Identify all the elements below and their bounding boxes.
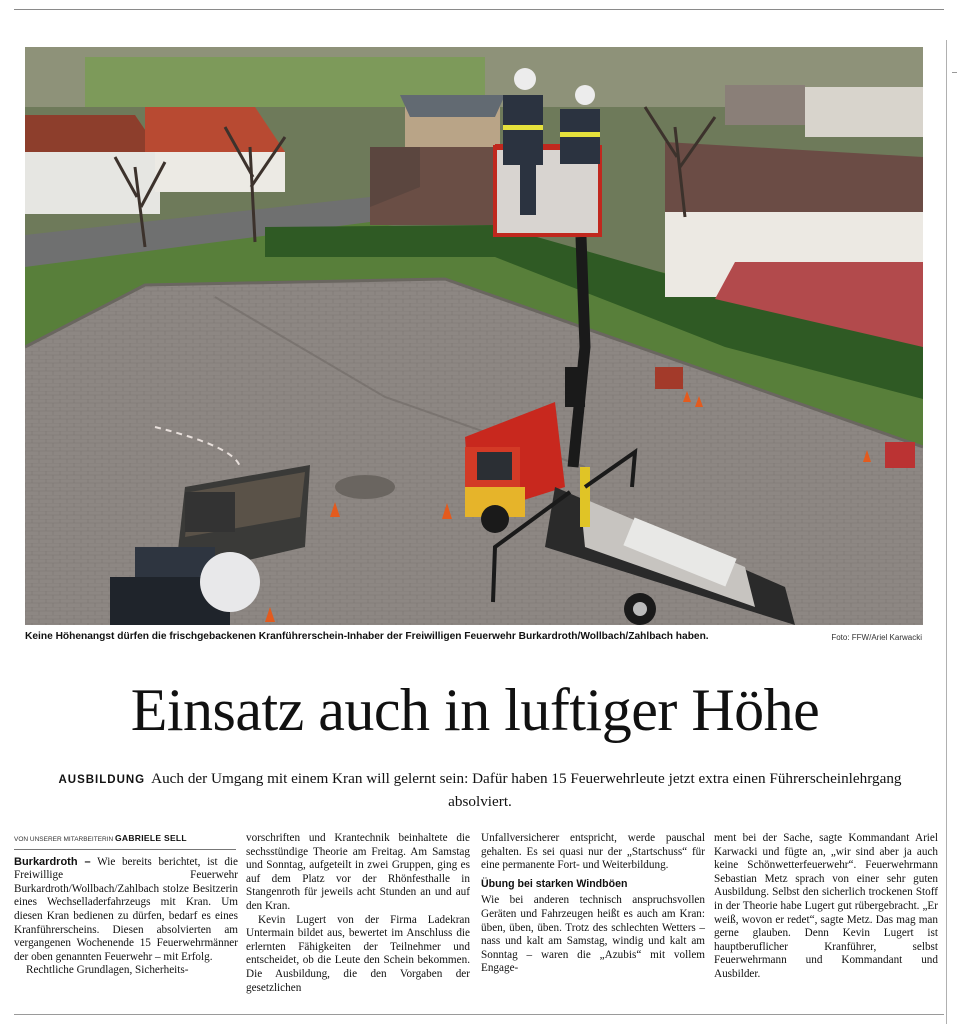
photo-credit: Foto: FFW/Ariel Karwacki <box>831 633 922 642</box>
teaser-text: Auch der Umgang mit einem Kran will gelernt sein: Dafür haben 15 Feuerwehrleute jetzt extra einen Führerscheinlehrgang absolviert. <box>151 770 902 810</box>
paragraph: Unfallversicherer entspricht, werde pauschal gehalten. Es sei quasi nur der „Startschuss“ für eine permanente Fort- und Weiterbildung. <box>481 832 705 872</box>
right-margin-tick <box>952 72 957 73</box>
article-column-3 <box>481 832 705 976</box>
top-rule <box>14 9 944 10</box>
article-photo <box>25 47 923 625</box>
paragraph <box>14 856 238 965</box>
photo-illustration <box>25 47 923 625</box>
article-column-1 <box>14 832 238 978</box>
dateline: Burkardroth – <box>14 855 91 868</box>
paragraph-text: Wie bereits berichtet, ist die Freiwillige Feuerwehr Burkardroth/Wollbach/Zahlbach stolze Besitzerin eines Wechselladerfahrzeugs mit Kran. Um diesen Kran bedienen zu dürfen, bedarf es eines Kranführerscheins. Diesen absolvierten am vergangenen Wochenende 15 Feuerwehrmänner der oben genannten Feuerwehr – mit Erfolg. <box>14 855 238 963</box>
article-column-2 <box>246 832 470 995</box>
paragraph: ment bei der Sache, sagte Kommandant Ariel Karwacki und fügte an, „wir sind aber ja auch keine Schönwetterfeuerwehr“. Feuerwehrmann Sebastian Metz sprach von einer sehr guten Ausbildung. Selbst den sicherlich trockenen Stoff in der Theorie habe Lugert gut rübergebracht. „Er weiß, wovon er redet“, sagte Metz. Das mag man gerne glauben. Denn Kevin Lugert ist hauptberuflicher Kranführer, selbst Feuerwehrmann und Kommandant und Ausbilder. <box>714 832 938 980</box>
author-prefix: VON UNSERER MITARBEITERIN <box>14 836 114 843</box>
bottom-rule <box>14 1014 944 1015</box>
author-line <box>14 832 236 850</box>
right-column-rule <box>946 40 947 1024</box>
paragraph: Kevin Lugert von der Firma Ladekran Untermain bildet aus, bewertet im Anschluss die erlernten Fähigkeiten der Teilnehmer und entscheidet, ob die Leute den Schein bekommen. Die Ausbildung, die den Vorgaben der gesetzlichen <box>246 913 470 994</box>
paragraph: Rechtliche Grundlagen, Sicherheits- <box>26 964 189 977</box>
paragraph: Wie bei anderen technisch anspruchsvollen Geräten und Fahrzeugen heißt es auch am Kran: üben, üben, üben. Trotz des schlechten Wetters – nass und kalt am Samstag, windig und kalt am Sonntag – waren die „Azubis“ mit vollem Engage- <box>481 894 705 975</box>
paragraph: vorschriften und Krantechnik beinhaltete die sechsstündige Theorie am Freitag. Am Samstag und Sonntag, aufgeteilt in zwei Gruppen, ging es auf dem Platz vor der Rhönfesthalle in Stangenroth für jeweils acht Stunden an und auf den Kran. <box>246 832 470 912</box>
article-teaser <box>40 768 920 812</box>
author-name: GABRIELE SELL <box>115 833 187 843</box>
photo-caption: Keine Höhenangst dürfen die frischgebackenen Kranführerschein-Inhaber der Freiwilligen Feuerwehr Burkardroth/Wollbach/Zahlbach haben. <box>25 631 709 642</box>
article-column-4 <box>714 832 938 982</box>
article-kicker: AUSBILDUNG <box>58 774 146 786</box>
article-subheading: Übung bei starken Windböen <box>481 877 628 890</box>
article-headline: Einsatz auch in luftiger Höhe <box>130 677 820 743</box>
